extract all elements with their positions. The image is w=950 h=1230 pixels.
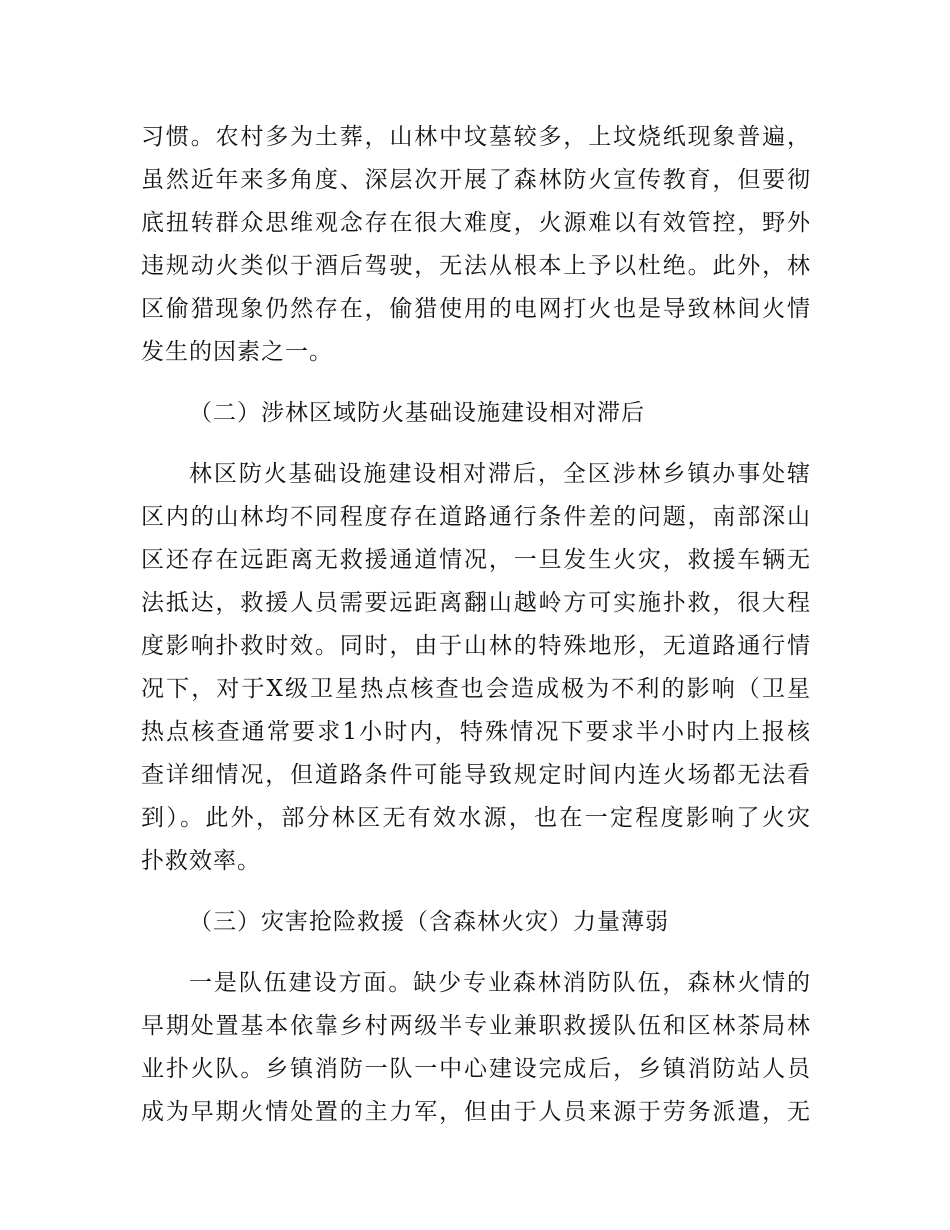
text-line: 成为早期火情处置的主力军，但由于人员来源于劳务派遣，无	[141, 1099, 811, 1125]
text-line: 度影响扑救时效。同时，由于山林的特殊地形，无道路通行情	[141, 633, 811, 659]
text-line: 违规动火类似于酒后驾驶，无法从根本上予以杜绝。此外，林	[141, 253, 811, 279]
text-line: 发生的因素之一。	[141, 339, 333, 365]
text-line: 业扑火队。乡镇消防一队一中心建设完成后，乡镇消防站人员	[141, 1056, 811, 1082]
section-heading-3: （三）灾害抢险救援（含森林火灾）力量薄弱	[189, 909, 669, 935]
text-line: 况下，对于X级卫星热点核查也会造成极为不利的影响（卫星	[141, 676, 811, 702]
text-line: 法抵达，救援人员需要远距离翻山越岭方可实施扑救，很大程	[141, 590, 811, 616]
text-line: 查详细情况，但道路条件可能导致规定时间内连火场都无法看	[141, 762, 811, 788]
text-line: 到）。此外，部分林区无有效水源，也在一定程度影响了火灾	[141, 805, 811, 831]
text-line: 区偷猎现象仍然存在，偷猎使用的电网打火也是导致林间火情	[141, 296, 811, 322]
text-line: 早期处置基本依靠乡村两级半专业兼职救援队伍和区林茶局林	[141, 1013, 811, 1039]
text-line: 林区防火基础设施建设相对滞后，全区涉林乡镇办事处辖	[189, 461, 811, 487]
section-heading-2: （二）涉林区域防火基础设施建设相对滞后	[189, 400, 645, 426]
text-line: 热点核查通常要求1小时内，特殊情况下要求半小时内上报核	[141, 719, 811, 745]
text-line: 习惯。农村多为土葬，山林中坟墓较多，上坟烧纸现象普遍，	[141, 124, 811, 150]
paragraph-1	[141, 116, 811, 374]
text-line: 底扭转群众思维观念存在很大难度，火源难以有效管控，野外	[141, 210, 811, 236]
text-line: 区内的山林均不同程度存在道路通行条件差的问题，南部深山	[141, 504, 811, 530]
document-page	[141, 116, 811, 1134]
text-line: 区还存在远距离无救援通道情况，一旦发生火灾，救援车辆无	[141, 547, 811, 573]
text-line: 虽然近年来多角度、深层次开展了森林防火宣传教育，但要彻	[141, 167, 811, 193]
text-line: 扑救效率。	[141, 848, 261, 874]
paragraph-2	[141, 453, 811, 883]
paragraph-3	[141, 962, 811, 1134]
text-line: 一是队伍建设方面。缺少专业森林消防队伍，森林火情的	[189, 970, 811, 996]
